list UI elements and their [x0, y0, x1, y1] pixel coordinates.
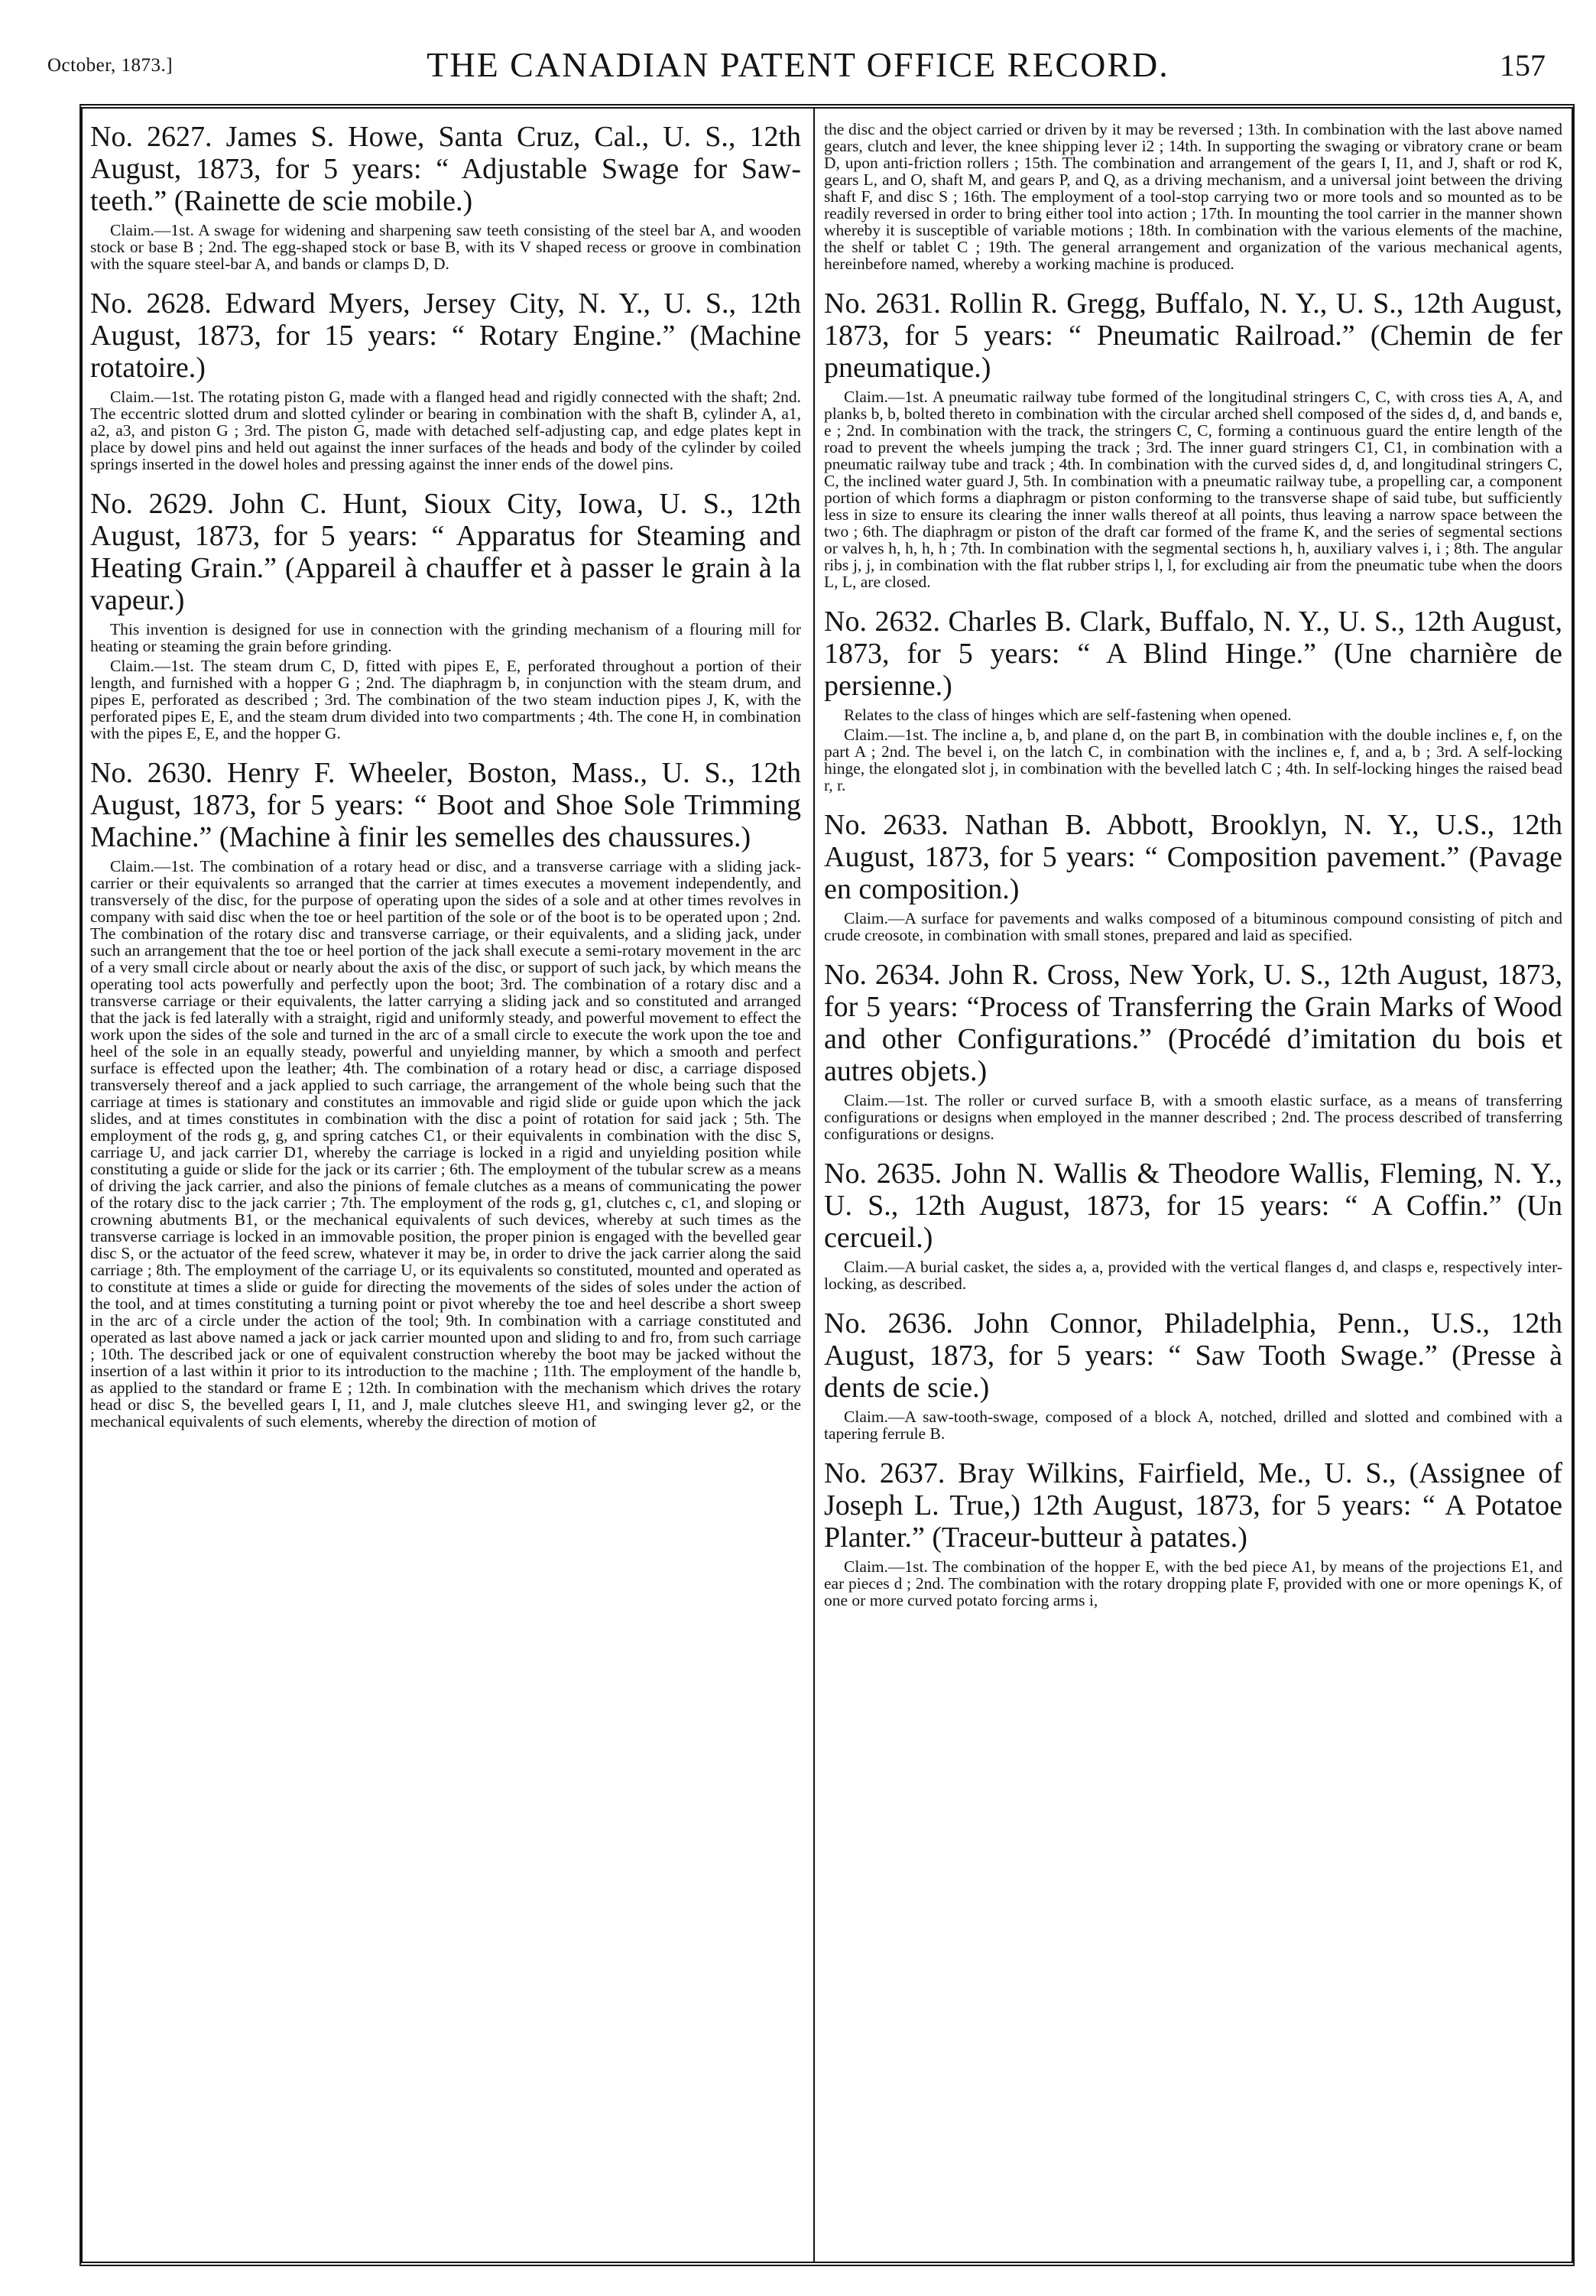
- patent-entry: [90, 757, 801, 1430]
- description-text: the disc and the object carried or driven by it may be reversed ; 13th. In combination with the last above named gears, clutch and lever, the knee shipping lever i2 ; 14th. In supporting the swaging or vibratory crane or beam D, upon anti-friction rollers ; 15th. The combination and arrangement of the gears I, I1, and J, shaft or rod K, gears L, and O, shaft M, and gears P, and Q, as a driving mechanism, and a universal joint between the driving shaft F, and disc S ; 16th. The employment of a tool-stop carrying two or more tools and so mounted as to be readily reversed in order to bring either tool into action ; 17th. In mounting the tool carrier in the manner shown whereby it is susceptible of variable motions ; 18th. In combination with the various elements of the machine, the shelf or tablet C ; 19th. The general arrangement and organization of the various mechanical agents, hereinbefore named, whereby a working machine is produced.: [824, 121, 1562, 273]
- patent-entry: [824, 1158, 1562, 1292]
- patent-heading: No. 2632. Charles B. Clark, Buffalo, N. Y., U. S., 12th August, 1873, for 5 years: “ A Blind Hinge.” (Une charnière de persienne.): [824, 606, 1562, 702]
- patent-heading: No. 2637. Bray Wilkins, Fairfield, Me., U. S., (Assignee of Joseph L. True,) 12th August, 1873, for 5 years: “ A Potatoe Planter.” (Traceur-butteur à patates.): [824, 1457, 1562, 1554]
- column-divider: [813, 107, 815, 2262]
- right-column: [824, 121, 1562, 2254]
- patent-entry: [824, 1457, 1562, 1609]
- page-number: 157: [1500, 48, 1546, 83]
- patent-heading: No. 2628. Edward Myers, Jersey City, N. Y., U. S., 12th August, 1873, for 15 years: “ Rotary Engine.” (Machine rotatoire.): [90, 287, 801, 384]
- claim-text: Claim.—1st. The rotating piston G, made with a flanged head and rigidly connected with the shaft; 2nd. The eccentric slotted drum and slotted cylinder or bearing in combination with the shaft B, cylinder A, a1, a2, a3, and piston G ; 3rd. The piston G, made with detached self-adjusting cap, and edge plates kept in place by dowel pins and held out against the inner surfaces of the heads and body of the cylinder by coiled springs inserted in the dowel holes and pressing against the inner ends of the dowel pins.: [90, 388, 801, 473]
- claim-text: Claim.—1st. The incline a, b, and plane d, on the part B, in combination with the double inclines e, f, on the part A ; 2nd. The bevel i, on the latch C, in combination with the inclines e, f, and a, b ; 3rd. A self-locking hinge, the elongated slot j, in combination with the bevelled latch C ; 4th. In self-locking hinges the raised bead r, r.: [824, 726, 1562, 794]
- description-text: Relates to the class of hinges which are self-fastening when opened.: [844, 706, 1292, 724]
- patent-entry: [824, 606, 1562, 794]
- claim-text: Claim.—1st. The steam drum C, D, fitted with pipes E, E, perforated throughout a portion of their length, and furnished with a hopper G ; 2nd. The diaphragm b, in conjunction with the steam drum, and pipes E, perforated as described ; 3rd. The combination of the two steam induction pipes J, K, with the perforated pipes E, E, and the steam drum divided into two compartments ; 4th. The cone H, in combination with the pipes E, E, and the hopper G.: [90, 657, 801, 742]
- claim-text: Claim.—A saw-tooth-swage, composed of a block A, notched, drilled and slotted and combined with a tapering ferrule B.: [824, 1408, 1562, 1443]
- patent-entry: [824, 121, 1562, 272]
- patent-heading: No. 2630. Henry F. Wheeler, Boston, Mass., U. S., 12th August, 1873, for 5 years: “ Boot and Shoe Sole Trimming Machine.” (Machine à finir les semelles des chaussures.): [90, 757, 801, 853]
- patent-entry: [824, 287, 1562, 590]
- patent-heading: No. 2633. Nathan B. Abbott, Brooklyn, N. Y., U.S., 12th August, 1873, for 5 years: “ Composition pavement.” (Pavage en composition.): [824, 809, 1562, 905]
- patent-entry: [90, 121, 801, 272]
- patent-heading: No. 2636. John Connor, Philadelphia, Penn., U.S., 12th August, 1873, for 5 years: “ Saw Tooth Swage.” (Presse à dents de scie.): [824, 1307, 1562, 1404]
- patent-heading: No. 2629. John C. Hunt, Sioux City, Iowa, U. S., 12th August, 1873, for 5 years: “ Apparatus for Steaming and Heating Grain.” (Appareil à chauffer et à passer le grain à la vapeur.): [90, 488, 801, 616]
- description-text: This invention is designed for use in connection with the grinding mechanism of a flouring mill for heating or steaming the grain before grinding.: [90, 620, 801, 655]
- claim-text: Claim.—1st. A swage for widening and sharpening saw teeth consisting of the steel bar A, and wooden stock or base B ; 2nd. The egg-shaped stock or base B, with its V shaped recess or groove in combination with the square steel-bar A, and bands or clamps D, D.: [90, 221, 801, 273]
- patent-entry: [90, 287, 801, 473]
- journal-title: THE CANADIAN PATENT OFFICE RECORD.: [427, 45, 1169, 84]
- issue-date: October, 1873.]: [47, 55, 174, 76]
- claim-text: Claim.—A burial casket, the sides a, a, provided with the vertical flanges d, and clasps e, respectively inter-locking, as described.: [824, 1258, 1562, 1293]
- left-column: [90, 121, 801, 2254]
- page-header: [0, 44, 1596, 98]
- claim-text: Claim.—1st. The combination of the hopper E, with the bed piece A1, by means of the projections E1, and ear pieces d ; 2nd. The combination with the rotary dropping plate F, provided with one or more openings K, of one or more curved potato forcing arms i,: [824, 1557, 1562, 1609]
- patent-heading: No. 2634. John R. Cross, New York, U. S., 12th August, 1873, for 5 years: “Process of Transferring the Grain Marks of Wood and other Configurations.” (Procédé d’imitation du bois et autres objets.): [824, 959, 1562, 1087]
- patent-heading: No. 2631. Rollin R. Gregg, Buffalo, N. Y., U. S., 12th August, 1873, for 5 years: “ Pneumatic Railroad.” (Chemin de fer pneumatique.): [824, 287, 1562, 384]
- claim-text: Claim.—1st. A pneumatic railway tube formed of the longitudinal stringers C, C, with cross ties A, A, and planks b, b, bolted thereto in combination with the circular arched shell composed of the sides d, d, and bands e, e ; 2nd. In combination with the track, the stringers C, C, forming a continuous guard the entire length of the road to prevent the wheels jumping the track ; 3rd. The inner guard stringers C1, C1, in combination with a pneumatic railway tube and track ; 4th. In combination with the curved sides d, d, and longitudinal stringers C, C, the inclined water guard J, 5th. In combination with a pneumatic railway tube, a propelling car, a component portion of which forms a diaphragm or piston conforming to the transverse shape of said tube, but sufficiently less in size to ensure its clearing the inner walls thereof at all points, thus leaving a narrow space between the two ; 6th. The diaphragm or piston of the draft car formed of the frame K, and the series of segmental sections or valves h, h, h, h ; 7th. In combination with the segmental sections h, h, auxiliary valves i, i ; 8th. The angular ribs j, j, in combination with the flat rubber strips l, l, for excluding air from the pneumatic tube when the doors L, L, are closed.: [824, 388, 1562, 591]
- patent-heading: No. 2635. John N. Wallis & Theodore Wallis, Fleming, N. Y., U. S., 12th August, 1873, for 15 years: “ A Coffin.” (Un cercueil.): [824, 1158, 1562, 1254]
- patent-heading: No. 2627. James S. Howe, Santa Cruz, Cal., U. S., 12th August, 1873, for 5 years: “ Adjustable Swage for Saw-teeth.” (Rainette de scie mobile.): [90, 121, 801, 217]
- claim-text: Claim.—A surface for pavements and walks composed of a bituminous compound consisting of pitch and crude creosote, in combination with small stones, prepared and laid as specified.: [824, 909, 1562, 944]
- patent-entry: [824, 1307, 1562, 1442]
- patent-entry: [90, 488, 801, 742]
- claim-text: Claim.—1st. The combination of a rotary head or disc, and a transverse carriage with a sliding jack-carrier or their equivalents so arranged that the carrier at times executes a movement independently, and transversely of the disc, for the purpose of operating upon the sides of a sole and at other times revolves in company with said disc when the toe or heel partition of the sole or of the boot is to be operated upon ; 2nd. The combination of the rotary disc and transverse carriage, or their equivalents, and a sliding jack, under such an arrangement that the toe or heel portion of the jack shall execute a semi-rotary movement in the arc of a very small circle about or nearly about the axis of the disc, or support of such jack, by which means the operating tool acts powerfully and perfectly upon the boot; 3rd. The combination of a rotary disc and a transverse carriage or their equivalents, the latter carrying a sliding jack and so constituted and arranged that the jack is fed laterally with a straight, rigid and uniformly steady, and powerful movement to effect the work upon the sides of the sole and turned in the arc of a small circle to execute the work upon the toe and heel of the sole in an equally steady, powerful and unyielding manner, by which a smooth and perfect surface is effected upon the leather; 4th. The combination of a rotary head or disc, a carriage disposed transversely thereof and a jack applied to such carriage, the arrangement of the whole being such that the carriage at times is stationary and constitutes an immovable and rigid slide or guide upon which the jack slides, and at times constitutes in combination with the disc a point of rotation for said jack ; 5th. The employment of the rods g, g, and spring catches C1, or their equivalents in combination with the disc S, carriage U, and jack carrier D1, whereby the carriage is locked in a rigid and unyielding position while constituting a guide or slide for the jack or its carrier ; 6th. The employment of the tubular screw as a means of driving the jack carrier, and also the pinions of female clutches as a means of communicating the power of the rotary disc to the jack carrier ; 7th. The employment of the rods g, g1, clutches c, c1, and sloping or crowning abutments B1, or the mechanical equivalents of such devices, whereby at such times as the transverse carriage is locked in an immovable position, the proper pinion is engaged with the bevelled gear disc S, or the actuator of the feed screw, whatever it may be, in order to drive the jack carrier along the said carriage ; 8th. The employment of the carriage U, or its equivalents so constituted, mounted and operated as to constitute at times a slide or guide for directing the movements of the sides of soles under the action of the tool, and at times constituting a turning point or pivot whereby the toe and heel describe a short sweep in the arc of a circle under the action of the tool; 9th. In combination with a carriage constituted and operated as last above named a jack or jack carrier mounted upon and sliding to and fro, from such carriage ; 10th. The described jack or one of equivalent construction whereby the boot may be jacked without the insertion of a last within it prior to its introduction to the machine ; 11th. The employment of the handle b, as applied to the standard or frame E ; 12th. In combination with the mechanism which drives the rotary head or disc S, the bevelled gears I, I1, and J, male clutches sleeve H1, and swinging lever g2, or the mechanical equivalents of such elements, whereby the direction of motion of: [90, 857, 801, 1431]
- claim-text: Claim.—1st. The roller or curved surface B, with a smooth elastic surface, as a means of transferring configurations or designs when employed in the manner described ; 2nd. The process described of transferring configurations or designs.: [824, 1091, 1562, 1143]
- patent-entry: [824, 809, 1562, 943]
- patent-entry: [824, 959, 1562, 1142]
